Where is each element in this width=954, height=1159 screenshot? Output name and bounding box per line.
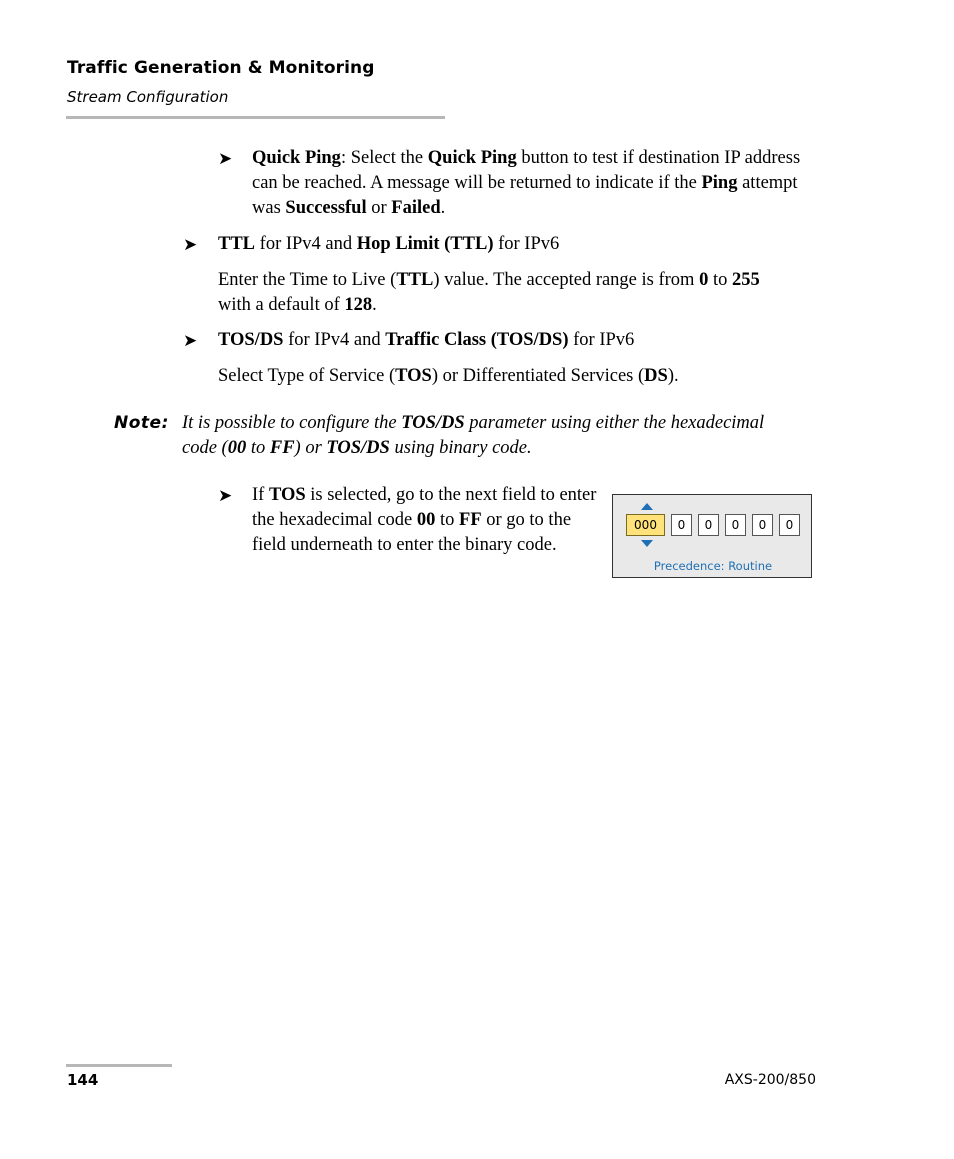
- tos-bit-field[interactable]: 0: [779, 514, 800, 536]
- hex-min-value: 00: [416, 510, 436, 530]
- text: for IPv4 and: [255, 234, 357, 254]
- tos-hex-field[interactable]: 000: [626, 514, 665, 536]
- tos-bit-field[interactable]: 0: [671, 514, 692, 536]
- bullet-arrow-icon: ➤: [183, 331, 198, 351]
- if-tos-paragraph: [252, 483, 597, 558]
- tos-bit-field[interactable]: 0: [752, 514, 773, 536]
- text: ) or Differentiated Services (: [431, 366, 645, 386]
- running-header-subtitle: Stream Configuration: [67, 88, 229, 106]
- hex-max-value: FF: [269, 438, 295, 458]
- bullet-arrow-icon: ➤: [218, 149, 233, 169]
- quick-ping-term: Quick Ping: [252, 148, 341, 168]
- tos-term: TOS: [268, 485, 306, 505]
- text: for IPv6: [568, 330, 635, 350]
- header-divider: [66, 116, 445, 119]
- hex-min-value: 00: [227, 438, 247, 458]
- ttl-description: [218, 268, 778, 318]
- product-model: AXS-200/850: [724, 1072, 816, 1088]
- ttl-default-value: 128: [344, 295, 373, 315]
- bullet-arrow-icon: ➤: [218, 486, 233, 506]
- tos-ds-term: TOS/DS: [401, 413, 465, 433]
- tos-ds-term: TOS/DS: [326, 438, 390, 458]
- text: using binary code.: [389, 438, 532, 458]
- text: If: [252, 485, 269, 505]
- ds-term: DS: [644, 366, 668, 386]
- text: It is possible to configure the: [182, 413, 402, 433]
- text: to: [435, 510, 460, 530]
- quick-ping-button-term: Quick Ping: [427, 148, 517, 168]
- successful-term: Successful: [285, 198, 367, 218]
- ttl-min-value: 0: [699, 270, 709, 290]
- text: ).: [667, 366, 679, 386]
- failed-term: Failed: [391, 198, 441, 218]
- increment-arrow-up-icon[interactable]: [641, 503, 653, 510]
- precedence-label: Precedence: Routine: [653, 559, 773, 573]
- tos-bit-field[interactable]: 0: [725, 514, 746, 536]
- traffic-class-term: Traffic Class (TOS/DS): [385, 330, 569, 350]
- ttl-term: TTL: [396, 270, 434, 290]
- tos-bit-field[interactable]: 0: [698, 514, 719, 536]
- page-number: 144: [67, 1071, 99, 1089]
- decrement-arrow-down-icon[interactable]: [641, 540, 653, 547]
- text: for IPv4 and: [283, 330, 386, 350]
- footer-divider: [66, 1064, 172, 1067]
- text: attempt was: [252, 173, 798, 218]
- tos-ds-term: TOS/DS: [218, 330, 284, 350]
- tos-heading: [218, 328, 818, 353]
- text: ) value. The accepted range is from: [433, 270, 700, 290]
- running-header-title: Traffic Generation & Monitoring: [67, 58, 375, 78]
- text: .: [372, 295, 377, 315]
- ttl-max-value: 255: [731, 270, 760, 290]
- text: : Select the: [340, 148, 428, 168]
- text: ) or: [294, 438, 327, 458]
- text: or: [366, 198, 392, 218]
- hop-limit-term: Hop Limit (TTL): [356, 234, 494, 254]
- text: is selected, go to the next field to enter the hexadecimal code: [252, 485, 597, 530]
- text: with a default of: [218, 295, 345, 315]
- tos-ds-widget: [612, 494, 812, 578]
- text: for IPv6: [493, 234, 560, 254]
- ttl-term: TTL: [218, 234, 256, 254]
- text: to: [246, 438, 270, 458]
- text: .: [440, 198, 446, 218]
- tos-description: [218, 364, 818, 389]
- quick-ping-paragraph: [252, 146, 822, 221]
- hex-max-value: FF: [459, 510, 482, 530]
- text: Enter the Time to Live (: [218, 270, 397, 290]
- text: parameter using either the hexadecimal code (: [182, 413, 765, 458]
- text: button to test if destination IP address can be reached. A message will be returned to indicate if the: [252, 148, 801, 193]
- tos-term: TOS: [395, 366, 432, 386]
- bullet-arrow-icon: ➤: [183, 235, 198, 255]
- ttl-heading: [218, 232, 818, 257]
- text: Select Type of Service (: [218, 366, 396, 386]
- note-label: Note:: [114, 413, 169, 433]
- text: to: [708, 270, 732, 290]
- note-text: [182, 411, 782, 461]
- ping-term: Ping: [701, 173, 738, 193]
- text: or go to the field underneath to enter the binary code.: [252, 510, 572, 555]
